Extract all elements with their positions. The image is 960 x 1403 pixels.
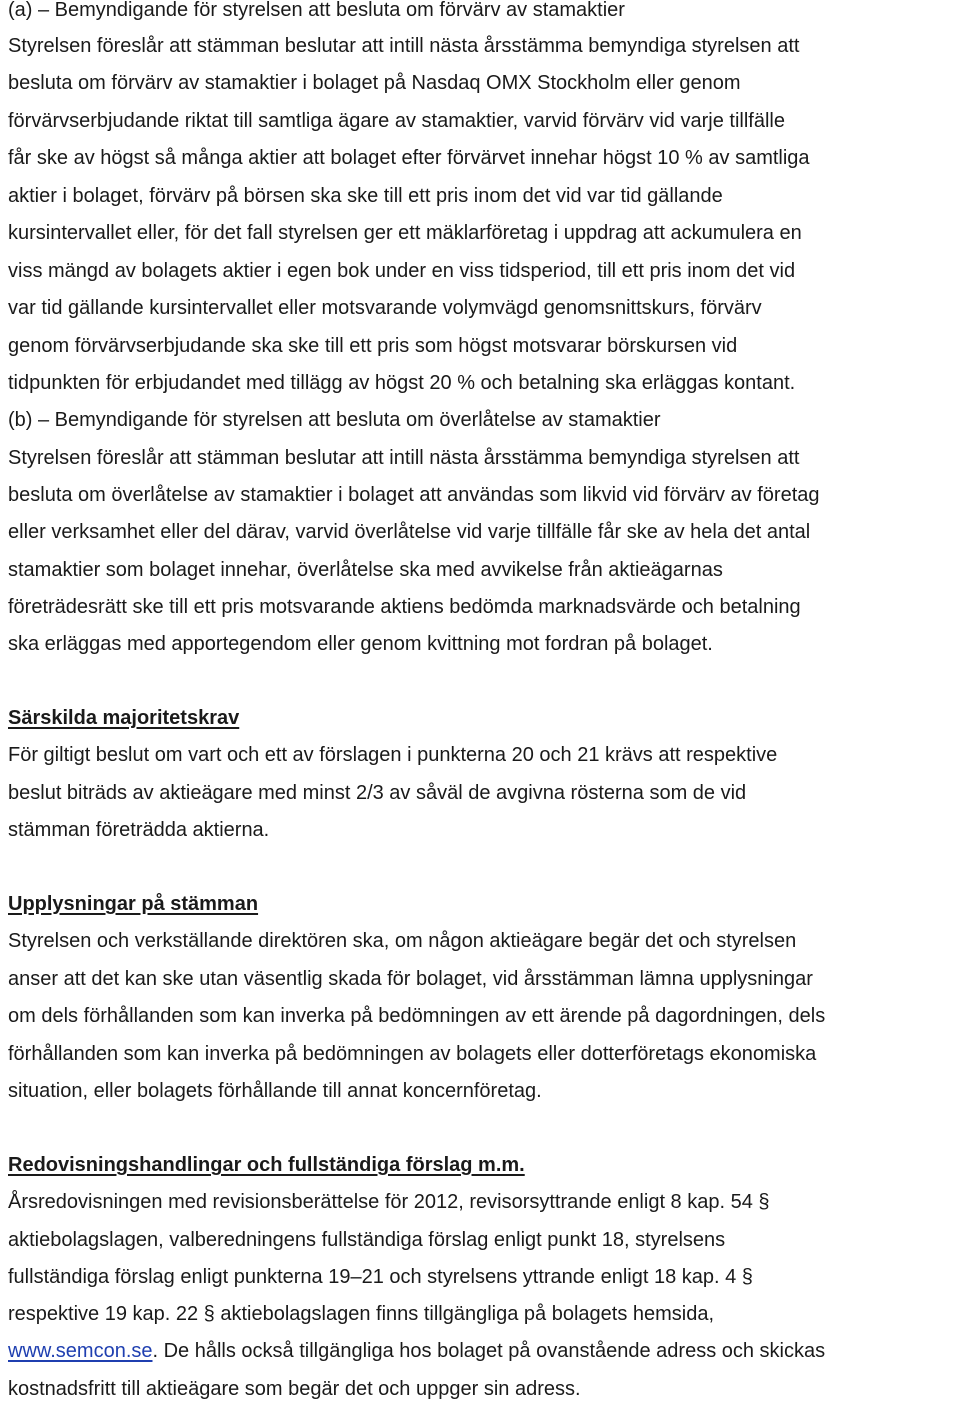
majority-line: För giltigt beslut om vart och ett av förslagen i punkterna 20 och 21 krävs att respektive xyxy=(8,744,778,766)
majority-line: beslut biträds av aktieägare med minst 2/3 av såväl de avgivna rösterna som de vid xyxy=(8,782,747,804)
section-a-line: var tid gällande kursintervallet eller motsvarande volymvägd genomsnittskurs, förvärv xyxy=(8,297,762,319)
section-b-title: (b) – Bemyndigande för styrelsen att besluta om överlåtelse av stamaktier xyxy=(8,409,661,431)
section-a-line: får ske av högst så många aktier att bolaget efter förvärvet innehar högst 10 % av samtliga xyxy=(8,147,810,169)
section-b-line: ska erläggas med apportegendom eller genom kvittning mot fordran på bolaget. xyxy=(8,633,713,655)
info-line: om dels förhållanden som kan inverka på bedömningen av ett ärende på dagordningen, dels xyxy=(8,1005,826,1027)
docs-line: aktiebolagslagen, valberedningens fullständiga förslag enligt punkt 18, styrelsens xyxy=(8,1229,726,1251)
info-line: anser att det kan ske utan väsentlig skada för bolaget, vid årsstämman lämna upplysningar xyxy=(8,968,813,990)
section-a-line: genom förvärvserbjudande ska ske till ett pris som högst motsvarar börskursen vid xyxy=(8,335,738,357)
majority-line: stämman företrädda aktierna. xyxy=(8,819,270,841)
docs-heading: Redovisningshandlingar och fullständiga förslag m.m. xyxy=(8,1154,525,1176)
section-b-line: eller verksamhet eller del därav, varvid överlåtelse vid varje tillfälle får ske av hela det antal xyxy=(8,521,811,543)
section-b-line: Styrelsen föreslår att stämman beslutar att intill nästa årsstämma bemyndiga styrelsen att xyxy=(8,447,800,469)
section-b-line: besluta om överlåtelse av stamaktier i bolaget att användas som likvid vid förvärv av företag xyxy=(8,484,820,506)
section-a-line: tidpunkten för erbjudandet med tillägg av högst 20 % och betalning ska erläggas kontant. xyxy=(8,372,796,394)
section-b-line: företrädesrätt ske till ett pris motsvarande aktiens bedömda marknadsvärde och betalning xyxy=(8,596,801,618)
info-line: förhållanden som kan inverka på bedömningen av bolagets eller dotterföretags ekonomiska xyxy=(8,1043,817,1065)
docs-last-line: kostnadsfritt till aktieägare som begär det och uppger sin adress. xyxy=(8,1378,581,1400)
majority-heading: Särskilda majoritetskrav xyxy=(8,707,240,729)
docs-link-line-text: . De hålls också tillgängliga hos bolaget på ovanstående adress och skickas xyxy=(152,1340,826,1362)
section-a-line: besluta om förvärv av stamaktier i bolaget på Nasdaq OMX Stockholm eller genom xyxy=(8,72,741,94)
section-a-title: (a) – Bemyndigande för styrelsen att besluta om förvärv av stamaktier xyxy=(8,0,625,21)
section-a-line: viss mängd av bolagets aktier i egen bok under en viss tidsperiod, till ett pris inom det vid xyxy=(8,260,796,282)
section-b-line: stamaktier som bolaget innehar, överlåtelse ska med avvikelse från aktieägarnas xyxy=(8,559,723,581)
info-line: situation, eller bolagets förhållande till annat koncernföretag. xyxy=(8,1080,542,1102)
info-heading: Upplysningar på stämman xyxy=(8,893,259,915)
docs-line: respektive 19 kap. 22 § aktiebolagslagen finns tillgängliga på bolagets hemsida, xyxy=(8,1303,715,1325)
section-a-line: aktier i bolaget, förvärv på börsen ska ske till ett pris inom det vid var tid gällande xyxy=(8,185,723,207)
info-line: Styrelsen och verkställande direktören ska, om någon aktieägare begär det och styrelsen xyxy=(8,930,797,952)
section-a-line: kursintervallet eller, för det fall styrelsen ger ett mäklarföretag i uppdrag att ackumulera en xyxy=(8,222,802,244)
docs-line: fullständiga förslag enligt punkterna 19–21 och styrelsens yttrande enligt 18 kap. 4 § xyxy=(8,1266,753,1288)
docs-link-line xyxy=(8,1337,825,1365)
section-a-line: Styrelsen föreslår att stämman beslutar att intill nästa årsstämma bemyndiga styrelsen att xyxy=(8,35,800,57)
docs-line: Årsredovisningen med revisionsberättelse för 2012, revisorsyttrande enligt 8 kap. 54 § xyxy=(8,1191,770,1213)
section-a-line: förvärvserbjudande riktat till samtliga ägare av stamaktier, varvid förvärv vid varje tillfälle xyxy=(8,110,785,132)
website-link[interactable]: www.semcon.se xyxy=(8,1340,153,1362)
